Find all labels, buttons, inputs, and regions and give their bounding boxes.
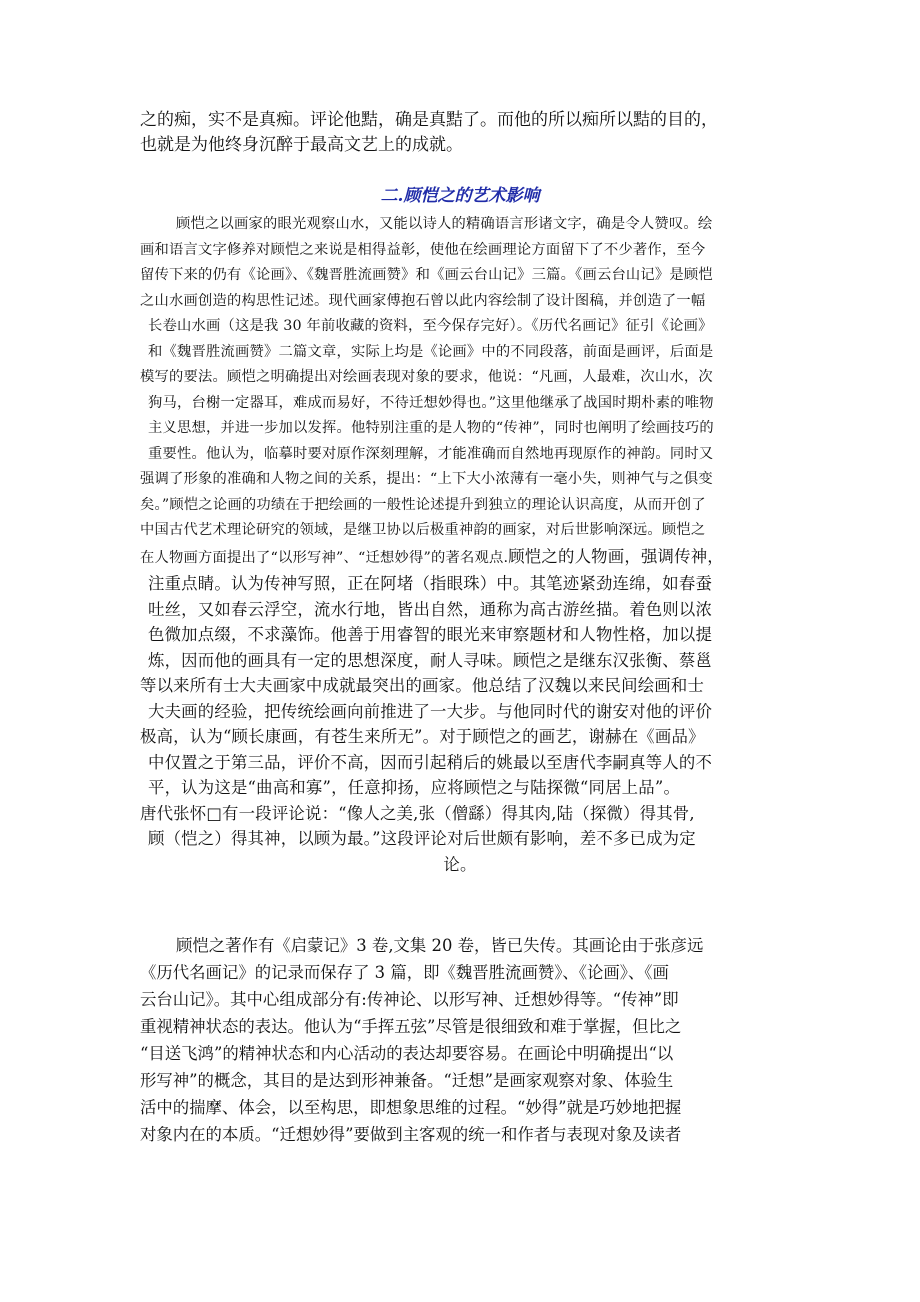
text-line: 顾（恺之）得其神，以顾为最。”这段评论对后世颇有影响，差不多已成为定 xyxy=(148,829,696,848)
section-paragraph xyxy=(140,212,780,877)
text-line: 重要性。他认为，临摹时要对原作深刻理解，才能准确而自然地再现原作的神韵。同时又 xyxy=(148,445,714,462)
text-segment: 在人物画方面提出了“以形写神”、“迁想妙得”的著名观点. xyxy=(140,549,509,566)
text-line: 和《魏晋胜流画赞》二篇文章，实际上均是《论画》中的不同段落，前面是画评，后面是 xyxy=(148,343,714,360)
text-segment: 顾恺之的人物画，强调传神， xyxy=(508,546,724,566)
text-line: 重视精神状态的表达。他认为“手挥五弦”尽管是很细致和难于掌握，但比之 xyxy=(140,1017,682,1036)
text-line: 顾恺之著作有《启蒙记》3 卷,文集 20 卷，皆已失传。其画论由于张彦远 xyxy=(176,936,704,955)
text-line: 论。 xyxy=(443,854,477,874)
text-line: 云台山记》。其中心组成部分有:传神论、以形写神、迁想妙得等。“传神”即 xyxy=(140,990,679,1009)
text-line: 模写的要法。顾恺之明确提出对绘画表现对象的要求，他说：“凡画，人最难，次山水，次 xyxy=(140,369,713,385)
text-line: 《历代名画记》的记录而保存了 3 篇，即《魏晋胜流画赞》、《论画》、《画 xyxy=(140,963,669,982)
text-line: 形写神”的概念，其目的是达到形神兼备。“迁想”是画家观察对象、体验生 xyxy=(140,1071,674,1090)
text-line: 色微加点缀，不求藻饰。他善于用睿智的眼光来审察题材和人物性格，加以提 xyxy=(148,625,713,644)
text-line: 狗马，台榭一定器耳，难成而易好，不待迁想妙得也。”这里他继承了战国时期朴素的唯物 xyxy=(148,394,714,411)
text-line: 唐代张怀□有一段评论说：“像人之美,张（僧繇）得其肉,陆（探微）得其骨, xyxy=(140,803,695,823)
text-line: 矣。”顾恺之论画的功绩在于把绘画的一般性论述提升到独立的理论认识高度，从而开创了 xyxy=(140,496,706,513)
text-line: 留传下来的仍有《论画》、《魏晋胜流画赞》和《画云台山记》三篇。《画云台山记》是顾恺 xyxy=(140,267,713,283)
text-line: 极高，认为“顾长康画，有苍生来所无”。对于顾恺之的画艺，谢赫在《画品》 xyxy=(140,727,705,746)
intro-paragraph xyxy=(140,108,780,158)
text-line: 炼，因而他的画具有一定的思想深度，耐人寻味。顾恺之是继东汉张衡、蔡邕 xyxy=(148,650,713,670)
section-heading: 二.顾恺之的艺术影响 xyxy=(380,186,540,206)
text-line: 等以来所有士大夫画家中成就最突出的画家。他总结了汉魏以来民间绘画和士 xyxy=(140,676,705,695)
text-line: 主义思想，并进一步加以发挥。他特别注重的是人物的“传神”，同时也阐明了绘画技巧的 xyxy=(148,420,714,436)
text-line xyxy=(140,544,780,572)
text-line: 注重点睛。认为传神写照，正在阿堵（指眼珠）中。其笔迹紧劲连绵，如春蚕 xyxy=(148,574,713,593)
text-line: 中仅置之于第三品，评价不高，因而引起稍后的姚最以至唐代李嗣真等人的不 xyxy=(148,752,713,772)
text-line: 大夫画的经验，把传统绘画向前推进了一大步。与他同时代的谢安对他的评价 xyxy=(148,701,713,721)
text-line: 活中的揣摩、体会，以至构思，即想象思维的过程。“妙得”就是巧妙地把握 xyxy=(140,1098,682,1117)
text-line: 顾恺之以画家的眼光观察山水，又能以诗人的精确语言形诸文字，确是令人赞叹。绘 xyxy=(176,216,713,232)
text-line: 对象内在的本质。“迁想妙得”要做到主客观的统一和作者与表现对象及读者 xyxy=(140,1125,682,1144)
text-line: 画和语言文字修养对顾恺之来说是相得益彰，使他在绘画理论方面留下了不少著作，至今 xyxy=(140,241,706,258)
text-line: 也就是为他终身沉醉于最高文艺上的成就。 xyxy=(140,135,463,155)
text-line: 长卷山水画（这是我 30 年前收藏的资料，至今保存完好）。《历代名画记》征引《论画》 xyxy=(148,318,713,334)
works-paragraph xyxy=(140,932,780,1148)
text-line: 之山水画创造的构思性记述。现代画家傅抱石曾以此内容绘制了设计图稿，并创造了一幅 xyxy=(140,292,706,309)
text-line: “目送飞鸿”的精神状态和内心活动的表达却要容易。在画论中明确提出“以 xyxy=(140,1044,674,1063)
text-line: 平，认为这是“曲高和寡”，任意抑扬，应将顾恺之与陆探微“同居上品”。 xyxy=(148,778,681,797)
text-line: 之的痴，实不是真痴。评论他黠，确是真黠了。而他的所以痴所以黠的目的， xyxy=(140,110,718,130)
text-line: 中国古代艺术理论研究的领域，是继卫协以后极重神韵的画家，对后世影响深远。顾恺之 xyxy=(140,522,706,538)
text-line: 吐丝，又如春云浮空，流水行地，皆出自然，通称为高古游丝描。着色则以浓 xyxy=(148,599,713,619)
text-line: 强调了形象的准确和人物之间的关系，提出：“上下大小浓薄有一毫小失，则神气与之俱变 xyxy=(140,471,713,487)
